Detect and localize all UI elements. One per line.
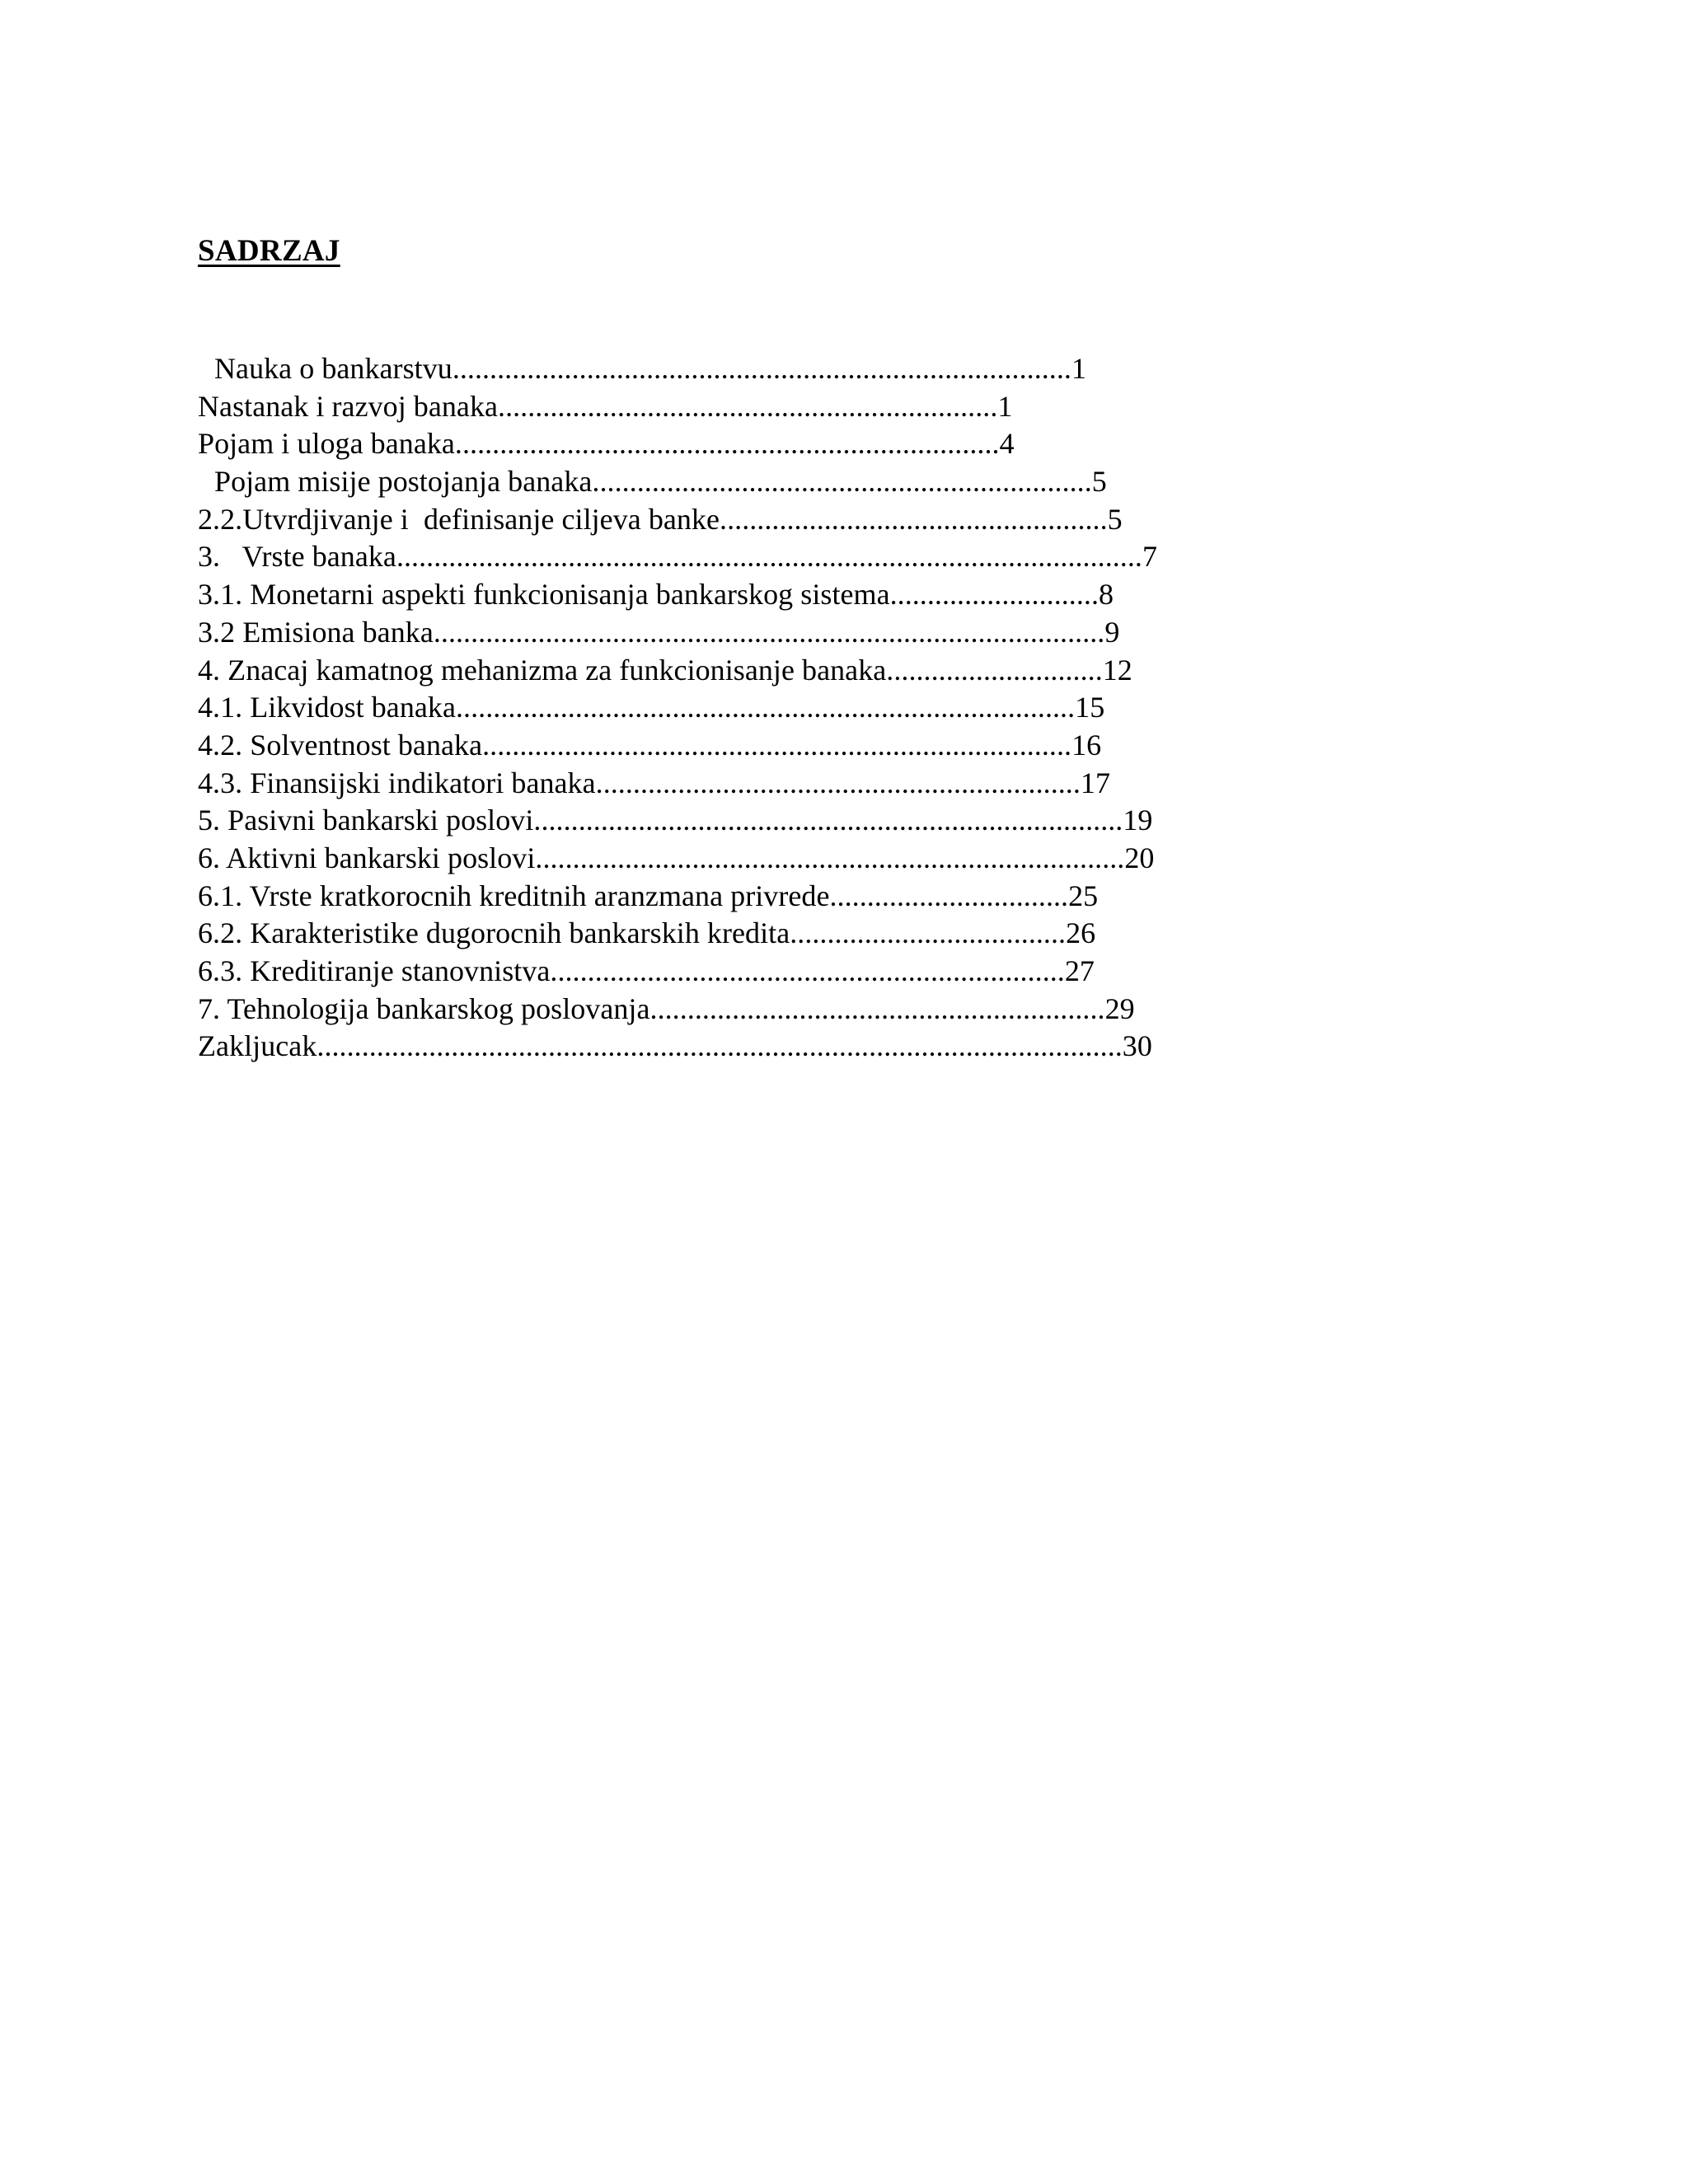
toc-entry	[198, 953, 1157, 991]
toc-entry-page: 1	[1071, 352, 1087, 385]
toc-entry-leader: ...................................................................	[592, 465, 1092, 499]
toc-entry-page: 30	[1122, 1029, 1152, 1063]
toc-entry-page: 9	[1104, 615, 1120, 649]
toc-entry-leader: .................................................................	[595, 766, 1081, 799]
toc-entry-leader: .............................................................	[649, 991, 1105, 1025]
toc-entry-text: 6. Aktivni bankarski poslovi	[198, 841, 536, 874]
toc-entry	[198, 425, 1157, 463]
toc-entry-page: 25	[1068, 879, 1099, 912]
toc-entry-page: 5	[1107, 502, 1123, 536]
toc-entry-text: Pojam misije postojanja banaka	[214, 465, 593, 499]
toc-entry	[198, 350, 1157, 388]
toc-entry	[198, 576, 1157, 614]
toc-entry	[198, 652, 1157, 690]
toc-entry	[198, 538, 1157, 576]
toc-entry-leader: .........................................................................	[454, 427, 1000, 461]
toc-entry-page: 7	[1142, 540, 1158, 574]
toc-entry	[198, 689, 1157, 727]
toc-entry-leader: ...............................................................................	[535, 841, 1125, 874]
toc-entry-text: 4.1. Likvidost banaka	[198, 691, 456, 724]
toc-entry-text: Nastanak i razvoj banaka	[198, 389, 499, 423]
toc-entry-leader: ..........................................................................................	[433, 615, 1105, 649]
toc-entry-text: Nauka o bankarstvu	[214, 352, 452, 385]
toc-entry-page: 20	[1124, 841, 1155, 874]
toc-entry-text: 4.2. Solventnost banaka	[198, 728, 483, 762]
toc-entry-text: 4. Znacaj kamatnog mehanizma za funkcionisanje banaka	[198, 653, 887, 687]
toc-entry-text: 6.1. Vrste kratkorocnih kreditnih aranzmana privrede	[198, 879, 830, 912]
toc-entry-page: 15	[1075, 691, 1105, 724]
toc-entry-text: 3. Vrste banaka	[198, 540, 396, 574]
toc-entry-text: 3.2 Emisiona banka	[198, 615, 434, 649]
toc-list	[198, 350, 1157, 1066]
toc-entry-leader: ................................	[829, 879, 1069, 912]
toc-entry	[198, 727, 1157, 765]
toc-entry	[198, 840, 1157, 878]
toc-entry-leader: ...................................................................................	[456, 691, 1076, 724]
toc-entry-leader: .............................	[886, 653, 1103, 687]
toc-entry	[198, 614, 1157, 652]
toc-entry	[198, 463, 1157, 501]
toc-title: SADRZAJ	[198, 234, 340, 268]
toc-entry	[198, 991, 1157, 1029]
toc-entry-page: 16	[1071, 728, 1102, 762]
toc-entry-text: 5. Pasivni bankarski poslovi	[198, 804, 534, 837]
toc-entry-leader: .....................................................................	[550, 954, 1065, 987]
toc-entry	[198, 501, 1157, 539]
toc-entry-page: 29	[1104, 991, 1135, 1025]
toc-entry-page: 5	[1091, 465, 1107, 499]
toc-entry	[198, 388, 1157, 426]
toc-entry-leader: ....................................................	[720, 502, 1108, 536]
toc-entry-text: 2.2.Utvrdjivanje i definisanje ciljeva banke	[198, 502, 720, 536]
toc-entry	[198, 915, 1157, 953]
toc-entry-page: 1	[997, 389, 1013, 423]
toc-entry	[198, 765, 1157, 803]
toc-entry-page: 4	[999, 427, 1015, 461]
toc-entry-page: 19	[1123, 804, 1153, 837]
toc-entry-leader: ............................	[889, 578, 1100, 612]
toc-entry-leader: ...................................................................................	[452, 352, 1071, 385]
toc-entry-leader: ...............................................................................	[533, 804, 1123, 837]
toc-entry-leader: ...............................................................................	[482, 728, 1072, 762]
toc-entry-text: 6.3. Kreditiranje stanovnistva	[198, 954, 551, 987]
toc-entry-leader: ............................................................................................................	[316, 1029, 1123, 1063]
toc-entry-page: 27	[1064, 954, 1095, 987]
toc-entry-page: 12	[1102, 653, 1132, 687]
toc-entry-text: 7. Tehnologija bankarskog poslovanja	[198, 991, 650, 1025]
toc-entry	[198, 802, 1157, 840]
toc-entry-text: Pojam i uloga banaka	[198, 427, 455, 461]
toc-entry	[198, 878, 1157, 916]
toc-entry-page: 17	[1080, 766, 1110, 799]
toc-entry-leader: .....................................	[790, 916, 1067, 950]
toc-entry	[198, 1028, 1157, 1066]
toc-entry-leader: ...................................................................	[498, 389, 998, 423]
toc-entry-text: Zakljucak	[198, 1029, 317, 1063]
toc-entry-text: 6.2. Karakteristike dugorocnih bankarskih kredita	[198, 916, 790, 950]
toc-entry-leader: ....................................................................................................	[396, 540, 1142, 574]
toc-entry-text: 4.3. Finansijski indikatori banaka	[198, 766, 596, 799]
toc-entry-page: 26	[1066, 916, 1096, 950]
toc-entry-page: 8	[1099, 578, 1114, 612]
toc-entry-text: 3.1. Monetarni aspekti funkcionisanja bankarskog sistema	[198, 578, 890, 612]
